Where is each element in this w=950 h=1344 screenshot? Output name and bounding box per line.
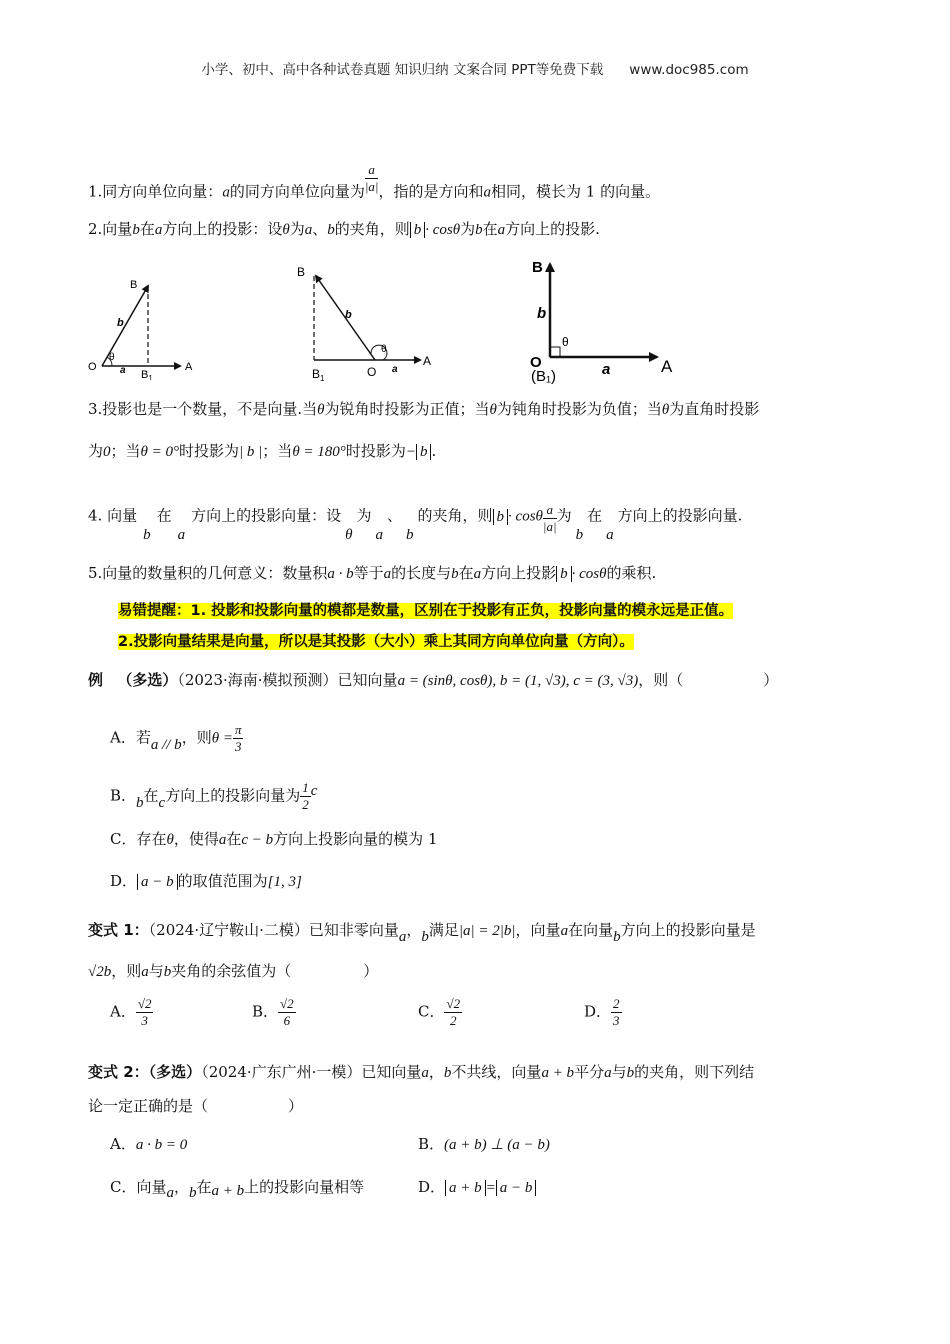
v1-t1: 满足 <box>428 921 459 939</box>
label-O: O <box>88 361 97 373</box>
v1-a2: a <box>560 923 569 939</box>
s4-b2: b <box>406 526 414 543</box>
v1-cond: |a| = 2|b| <box>458 923 516 939</box>
s5-ab: a · b <box>327 566 354 582</box>
label-B1-sub: 1 <box>148 374 153 380</box>
v1-a-lbl: A． <box>110 1002 136 1021</box>
label-B: B <box>532 259 543 276</box>
v2-t3: 与 <box>611 1063 627 1081</box>
header-site: www.doc985.com <box>629 62 749 78</box>
v1-a3: a <box>141 964 149 980</box>
example-option-b <box>110 780 317 813</box>
s2-a: a <box>154 222 163 238</box>
v1-b-frac <box>278 996 296 1029</box>
s3-neg: − <box>405 444 416 460</box>
s5-a2: a <box>473 566 482 582</box>
tip-text-2: 2.投影向量结果是向量，所以是其投影（大小）乘上其同方向单位向量（方向）。 <box>118 634 634 650</box>
s2-t2: 在 <box>139 220 155 238</box>
v1-c-frac <box>444 996 462 1029</box>
s3-l2c: 时投影为 <box>179 442 240 460</box>
ex-b-t1: 在 <box>143 786 159 805</box>
s4-absb: b <box>493 509 509 525</box>
s2-theta: θ <box>282 222 290 238</box>
s2-cos: · cosθ <box>425 222 461 238</box>
s5-t5: 方向上投影 <box>481 564 557 582</box>
section-5 <box>88 562 656 583</box>
s4-b: b <box>143 526 151 543</box>
ex-a-cond: a // b <box>150 736 182 753</box>
v1-l2a: √2b <box>88 964 112 980</box>
example-src: （2023·海南·模拟预测）已知向量 <box>177 671 398 689</box>
example-lead: 例 <box>88 671 104 689</box>
v2-l2: 论一定正确的是（ <box>88 1097 209 1115</box>
s2-b2: b <box>327 222 335 238</box>
v1-b2: b <box>613 929 621 945</box>
v1-d-lbl: D． <box>584 1002 612 1021</box>
label-A: A <box>423 354 432 368</box>
v2-d-eq: = <box>485 1180 496 1196</box>
v2-c-t1: 在 <box>196 1178 212 1196</box>
v2-b-lbl: B． <box>418 1135 445 1153</box>
ex-b-lbl: B． <box>110 786 137 805</box>
section-1 <box>88 162 661 209</box>
example-option-c <box>110 828 438 849</box>
s4-t9: 方向上的投影向量. <box>617 506 743 525</box>
label-O: O <box>367 365 377 379</box>
v2-option-c <box>110 1176 365 1201</box>
s2-t3: 方向上的投影：设 <box>162 220 283 238</box>
v1-t2: ，向量 <box>515 921 561 939</box>
section-2 <box>88 218 600 239</box>
v2-tag: （多选） <box>148 1063 202 1081</box>
s4-unit-fraction <box>543 502 557 535</box>
label-b: b <box>117 317 124 329</box>
v1-d-frac <box>611 996 622 1029</box>
v2-c-t2: 上的投影向量相等 <box>244 1178 365 1196</box>
ex-d-abs: a − b <box>137 874 178 890</box>
ex-b-c: c <box>158 794 166 811</box>
section-4 <box>88 500 743 543</box>
v1-a: a <box>398 929 407 945</box>
s5-t1: 5.向量的数量积的几何意义：数量积 <box>88 564 328 582</box>
v2-a2: a <box>604 1065 612 1081</box>
unit-vector-fraction <box>365 162 379 195</box>
s4-a2: a <box>375 526 384 543</box>
label-B1-sub: 1 <box>320 374 325 382</box>
s2-t1: 2.向量 <box>88 220 133 238</box>
s4-theta: θ <box>345 526 353 543</box>
v2-ab: a + b <box>541 1065 575 1081</box>
v1-option-b <box>252 996 296 1029</box>
v2-t2: 平分 <box>574 1063 605 1081</box>
frac-den: 6 <box>283 1013 291 1028</box>
ex-c-a: a <box>218 832 227 848</box>
v2-d-lbl: D． <box>418 1178 446 1196</box>
s3-zero: 0 <box>103 444 111 460</box>
s5-b: b <box>451 566 459 582</box>
s5-t3: 的长度与 <box>391 564 452 582</box>
s4-b3: b <box>575 526 584 543</box>
s1-a1: a <box>222 184 230 201</box>
frac-num: a <box>543 502 557 519</box>
frac-den: |a| <box>542 519 557 534</box>
label-O: O <box>530 354 542 371</box>
s1-tail1: ，指的是方向和 <box>378 182 484 201</box>
s5-t6: 的乘积. <box>606 564 657 582</box>
s1-a2: a <box>483 184 491 201</box>
s3-l2b: ；当 <box>110 442 141 460</box>
v2-a-lbl: A． <box>110 1135 136 1153</box>
label-theta: θ <box>109 352 115 363</box>
v2-d-l: a + b <box>445 1180 486 1196</box>
frac-num: √2 <box>137 996 152 1011</box>
frac-den: 3 <box>234 739 242 754</box>
s4-t6: 的夹角，则 <box>417 506 493 525</box>
label-B1 <box>312 367 325 382</box>
ex-c-t3: 方向上投影向量的模为 1 <box>273 830 438 848</box>
s5-cos: · cosθ <box>571 566 607 582</box>
s3-l1a: 3.投影也是一个数量，不是向量.当 <box>88 400 318 418</box>
frac-den: 2 <box>450 1013 457 1028</box>
label-a: a <box>602 361 611 378</box>
label-A: A <box>185 361 193 373</box>
example-tag: （多选） <box>117 671 178 689</box>
label-B1 <box>141 369 153 380</box>
label-B1-main: B <box>141 369 149 380</box>
s3-th1: θ <box>317 402 325 418</box>
label-B1: (B₁) <box>531 368 557 385</box>
frac-num: √2 <box>446 996 461 1011</box>
v1-c-lbl: C． <box>418 1002 445 1021</box>
s2-a3: a <box>497 222 506 238</box>
v2-b-f: (a + b) ⊥ (a − b) <box>444 1137 550 1153</box>
v2-b: b <box>443 1065 452 1081</box>
s2-absb: b <box>410 222 426 238</box>
frac-num: 2 <box>613 996 620 1011</box>
example-tail: ，则（ <box>638 671 684 689</box>
section-3-line1 <box>88 398 759 419</box>
ex-c-lbl: C．存在 <box>110 830 167 848</box>
example-question <box>88 669 778 690</box>
tip-line-1 <box>118 599 733 620</box>
s4-t8: 在 <box>587 506 603 525</box>
v1-option-a <box>110 996 153 1029</box>
variant-1-line2 <box>88 960 378 981</box>
ex-a-lbl: A．若 <box>110 728 151 747</box>
v1-a-frac <box>136 996 154 1029</box>
s3-l1d: 为直角时投影 <box>669 400 760 418</box>
label-b: b <box>537 305 547 322</box>
frac-num: a <box>365 162 379 179</box>
right-angle-mark <box>550 347 560 357</box>
s4-t1: 4. 向量 <box>88 506 138 525</box>
ex-d-rng: [1, 3] <box>267 874 302 890</box>
v2-t1: 不共线，向量 <box>451 1063 542 1081</box>
frac-den: 3 <box>613 1013 620 1028</box>
ex-c-t2: 在 <box>226 830 242 848</box>
label-a: a <box>392 364 398 375</box>
v2-c-lbl: C．向量 <box>110 1178 167 1196</box>
s2-t5: 、 <box>312 220 328 238</box>
s4-a3: a <box>606 526 614 543</box>
s2-a2: a <box>304 222 313 238</box>
ex-c-cb: c − b <box>241 832 274 848</box>
v2-a: a <box>421 1065 429 1081</box>
s4-t5: 、 <box>387 506 403 525</box>
ex-b-frac <box>300 780 311 813</box>
v1-t4: 方向上的投影向量是 <box>620 921 756 939</box>
s2-t6: 的夹角，则 <box>334 220 410 238</box>
label-theta: θ <box>381 344 387 355</box>
s2-t8: 在 <box>482 220 498 238</box>
label-B: B <box>297 265 306 279</box>
v1-sep: ， <box>406 921 422 939</box>
s3-l2f: . <box>431 442 437 460</box>
ex-d-t: 的取值范围为 <box>177 872 268 890</box>
label-B1-main: B <box>312 367 321 381</box>
s1-tail2: 相同，模长为 1 的向量。 <box>491 182 661 201</box>
v1-src: （2024·辽宁鞍山·二模）已知非零向量 <box>148 921 399 939</box>
ex-a-frac <box>233 722 244 755</box>
v2-c-b: b <box>189 1185 197 1201</box>
frac-den: 3 <box>141 1013 148 1028</box>
v1-option-c <box>418 996 462 1029</box>
s5-t2: 等于 <box>353 564 384 582</box>
v2-option-d <box>418 1176 536 1197</box>
variant-2-line2 <box>88 1095 303 1116</box>
s4-t7: 为 <box>556 506 572 525</box>
s5-absb: b <box>556 566 572 582</box>
frac-num: 1 <box>302 780 309 795</box>
ex-b-t2: 方向上的投影向量为 <box>165 786 301 805</box>
v1-t3: 在向量 <box>568 921 614 939</box>
v2-c-ab: a + b <box>211 1183 245 1199</box>
s2-t9: 方向上的投影. <box>505 220 600 238</box>
s3-c2: θ = 180° <box>292 444 346 460</box>
v1-b3: b <box>163 964 172 980</box>
ex-d-lbl: D． <box>110 872 138 890</box>
v2-c-a: a <box>166 1185 174 1201</box>
s5-t4: 在 <box>458 564 474 582</box>
v2-close: ） <box>288 1097 304 1115</box>
v1-l2c: 与 <box>148 962 164 980</box>
s2-t7: 为 <box>460 220 476 238</box>
label-a: a <box>120 365 126 376</box>
v2-option-b <box>418 1133 550 1154</box>
s3-th3: θ <box>661 402 670 418</box>
v2-a-f: a · b = 0 <box>135 1137 188 1153</box>
v2-d-r: a − b <box>496 1180 537 1196</box>
v1-l2b: ，则 <box>111 962 142 980</box>
s4-t2: 在 <box>156 506 172 525</box>
ex-b-b: b <box>136 794 144 811</box>
figure-acute-angle <box>85 270 205 380</box>
s3-l1b: 为锐角时投影为正值；当 <box>324 400 490 418</box>
s5-a: a <box>383 566 392 582</box>
example-option-a <box>110 722 243 755</box>
s4-a: a <box>177 526 186 543</box>
s1-lead: 1.同方向单位向量： <box>88 182 223 201</box>
ex-a-eq: θ = <box>211 730 233 747</box>
example-close: ） <box>763 671 779 689</box>
v2-t4: 的夹角，则下列结 <box>634 1063 755 1081</box>
s3-l1c: 为钝角时投影为负值；当 <box>496 400 662 418</box>
s3-absb2: b <box>416 444 432 460</box>
s3-l2d: ；当 <box>262 442 293 460</box>
s3-l2a: 为 <box>88 442 104 460</box>
s3-th2: θ <box>489 402 497 418</box>
s4-t4: 为 <box>356 506 372 525</box>
figure-obtuse-angle <box>295 262 445 382</box>
example-formula: a = (sinθ, cosθ), b = (1, √3), c = (3, √3) <box>397 673 639 689</box>
variant-2-line1 <box>88 1061 754 1082</box>
page-header <box>0 58 950 78</box>
v1-b: b <box>421 929 429 945</box>
s4-t3: 方向上的投影向量：设 <box>191 506 342 525</box>
frac-den: 2 <box>302 797 309 812</box>
ex-a-mid: ，则 <box>181 728 212 747</box>
v2-sep: ， <box>428 1063 444 1081</box>
label-theta: θ <box>562 335 569 349</box>
v1-lead: 变式 1： <box>88 921 149 939</box>
header-text: 小学、初中、高中各种试卷真题 知识归纳 文案合同 PPT等免费下载 <box>201 62 604 78</box>
s2-b: b <box>132 222 140 238</box>
example-option-d <box>110 870 302 891</box>
s2-b3: b <box>475 222 483 238</box>
tip-line-2 <box>118 630 634 651</box>
v1-option-d <box>584 996 622 1029</box>
s3-c1: θ = 0° <box>140 444 180 460</box>
frac-den: |a| <box>364 179 379 194</box>
s2-t4: 为 <box>289 220 305 238</box>
s4-cos: · cosθ <box>508 508 543 525</box>
v2-b2: b <box>626 1065 635 1081</box>
frac-num: π <box>234 722 242 737</box>
label-b: b <box>345 309 352 321</box>
figure-right-angle <box>525 250 685 385</box>
section-3-line2 <box>88 440 436 461</box>
v2-c-sep: ， <box>173 1178 189 1196</box>
v1-close: ） <box>363 962 379 980</box>
s3-absb: | b | <box>239 444 263 460</box>
v1-l2d: 夹角的余弦值为（ <box>171 962 292 980</box>
label-A: A <box>661 357 673 376</box>
v1-b-lbl: B． <box>252 1002 279 1021</box>
s3-l2e: 时投影为 <box>345 442 406 460</box>
frac-num: √2 <box>280 996 294 1011</box>
ex-c-th: θ <box>166 832 174 848</box>
tip-text-1: 易错提醒：1. 投影和投影向量的模都是数量，区别在于投影有正负，投影向量的模永远是正值。 <box>118 603 734 619</box>
ex-c-t1: ，使得 <box>173 830 219 848</box>
ex-b-vec: c <box>310 782 318 799</box>
v2-option-a <box>110 1133 187 1154</box>
variant-1-line1 <box>88 919 756 945</box>
v2-src: （2024·广东广州·一模）已知向量 <box>201 1063 422 1081</box>
label-B: B <box>130 279 138 291</box>
v2-lead: 变式 2： <box>88 1063 149 1081</box>
s1-mid: 的同方向单位向量为 <box>229 182 365 201</box>
